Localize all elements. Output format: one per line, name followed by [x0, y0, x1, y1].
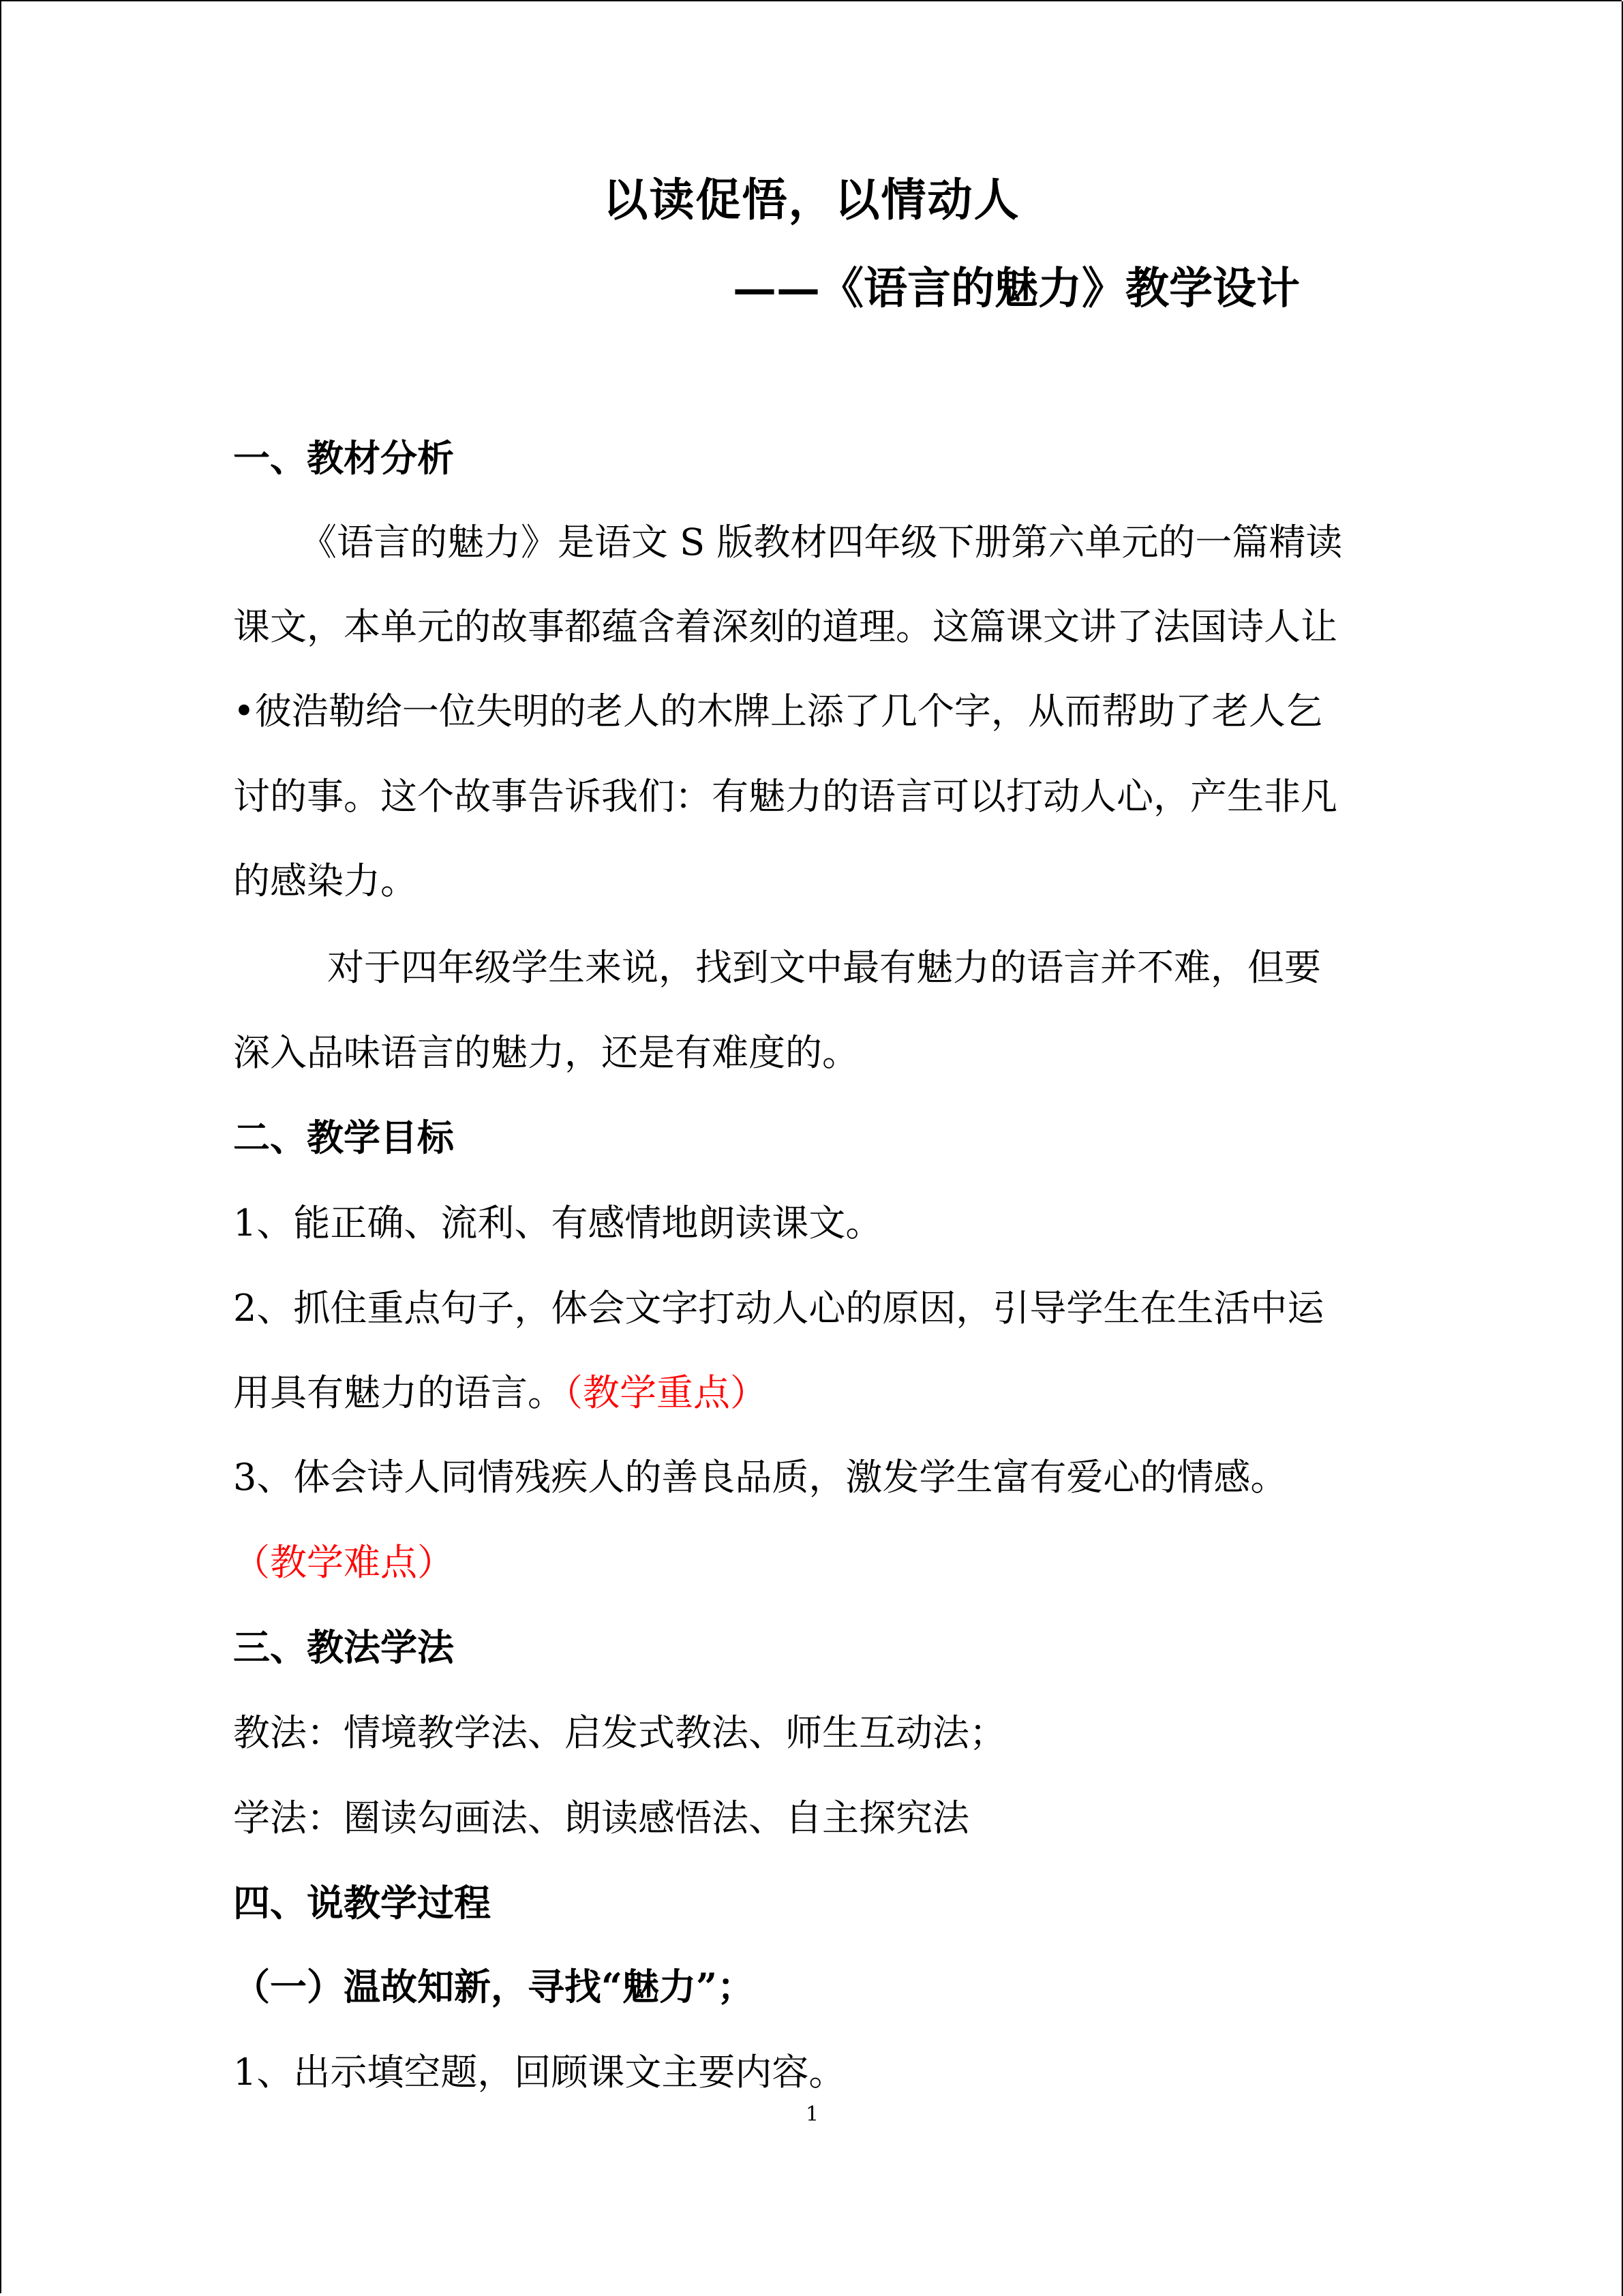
paragraph-line: 《语言的魅力》是语文 S 版教材四年级下册第六单元的一篇精读	[300, 521, 1343, 564]
teaching-methods: 教法：情境教学法、启发式教法、师生互动法；	[233, 1711, 1006, 1754]
section-heading-process: 四、说教学过程	[233, 1881, 491, 1925]
paragraph-line: 深入品味语言的魅力，还是有难度的。	[233, 1031, 859, 1074]
document-title: 以读促悟，以情动人	[603, 173, 1020, 226]
page-number: 1	[806, 2102, 819, 2126]
document-subtitle: ——《语言的魅力》教学设计	[733, 263, 1300, 314]
section-heading-analysis: 一、教材分析	[233, 436, 454, 480]
goal-item-2-continued	[233, 1364, 767, 1416]
goal-item-2: 2、抓住重点句子，体会文字打动人心的原因，引导学生在生活中运	[233, 1287, 1324, 1330]
subsection-heading: （一）温故知新，寻找“魅力”；	[233, 1965, 755, 2008]
goal-item-3: 3、体会诗人同情残疾人的善良品质，激发学生富有爱心的情感。	[233, 1456, 1288, 1499]
process-step-1: 1、出示填空题，回顾课文主要内容。	[233, 2051, 846, 2094]
key-point-note: （教学重点）	[564, 1371, 767, 1414]
goal-item-2-text: 用具有魅力的语言。	[233, 1371, 564, 1414]
paragraph-line: •彼浩勒给一位失明的老人的木牌上添了几个字，从而帮助了老人乞	[233, 690, 1322, 733]
goal-item-1: 1、能正确、流利、有感情地朗读课文。	[233, 1201, 883, 1244]
paragraph-line: 课文，本单元的故事都蕴含着深刻的道理。这篇课文讲了法国诗人让	[233, 605, 1337, 648]
paragraph-line: 对于四年级学生来说，找到文中最有魅力的语言并不难，但要	[327, 946, 1321, 989]
difficulty-note: （教学难点）	[233, 1541, 454, 1584]
section-heading-goals: 二、教学目标	[233, 1116, 454, 1159]
section-heading-methods: 三、教法学法	[233, 1625, 454, 1669]
paragraph-line: 的感染力。	[233, 859, 417, 902]
paragraph-line: 讨的事。这个故事告诉我们：有魅力的语言可以打动人心，产生非凡	[233, 775, 1337, 818]
learning-methods: 学法：圈读勾画法、朗读感悟法、自主探究法	[233, 1796, 969, 1839]
